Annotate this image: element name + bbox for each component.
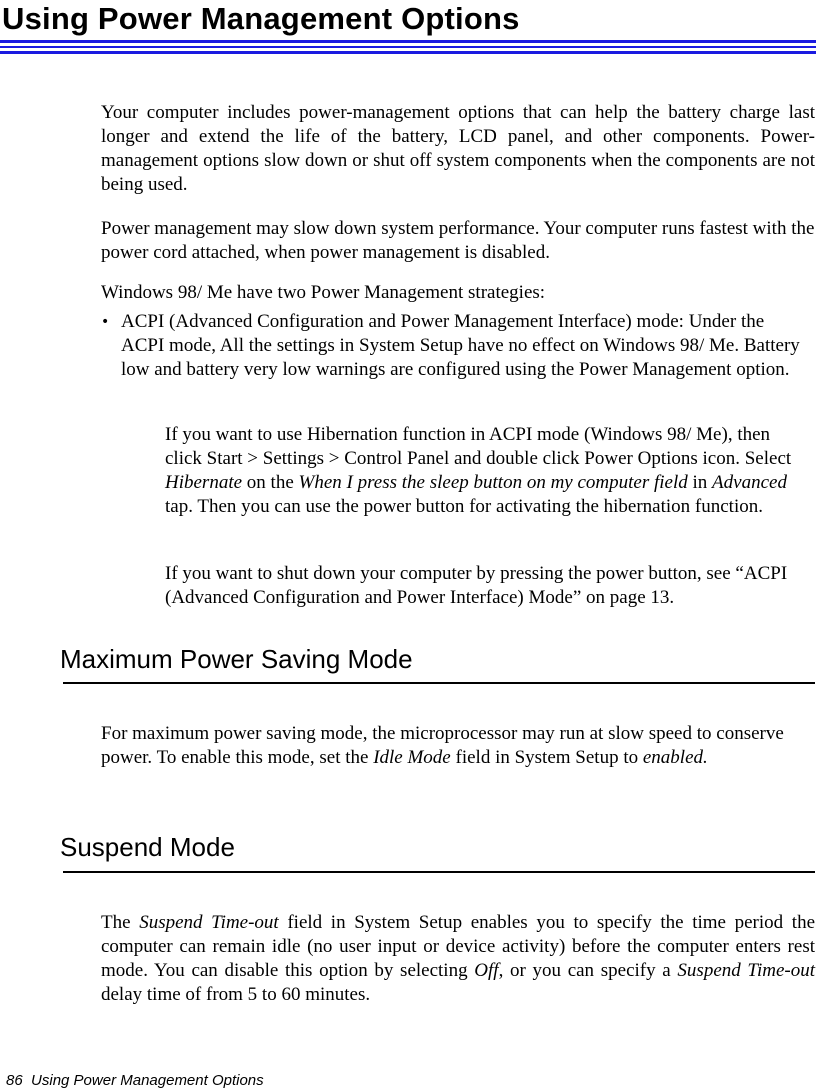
- suspend-timeout-field: Suspend Time-out: [677, 960, 815, 981]
- bullet-text: ACPI (Advanced Configuration and Power Management Interface) mode: Under the ACPI mode, All the settings in System Setup have no effect on Windows 98/ Me. Battery low and battery very low warnings are configured using the Power Management option.: [121, 311, 800, 380]
- hibernation-text: in: [687, 472, 713, 493]
- off-value: Off: [474, 960, 499, 981]
- page-title: Using Power Management Options: [2, 1, 520, 36]
- title-rule-line: [0, 51, 816, 54]
- max-power-text: field in System Setup to: [450, 747, 643, 768]
- hibernate-option: Hibernate: [165, 472, 243, 493]
- shutdown-paragraph: If you want to shut down your computer by pressing the power button, see “ACPI (Advanced Configuration and Power Interface) Mode” on page 13.: [165, 563, 788, 608]
- max-power-paragraph: [101, 722, 791, 770]
- suspend-text: field in System Setup enables you to specify the time period the computer can remain idle (no user input or device activity) before the computer enters rest mode. You can disable this option by selecting: [101, 912, 816, 981]
- sleep-button-field: When I press the sleep button on my computer field: [298, 472, 688, 493]
- bullet-marker: •: [101, 314, 110, 330]
- idle-mode-field: Idle Mode: [373, 747, 451, 768]
- suspend-text: , or you can specify a: [498, 960, 678, 981]
- hibernation-paragraph: [165, 423, 801, 519]
- page-number: 86: [6, 1072, 23, 1089]
- footer-title: Using Power Management Options: [31, 1072, 264, 1089]
- intro-paragraph-1: Your computer includes power-management options that can help the battery charge last longer and extend the life of the battery, LCD panel, and other components. Power-management options slow down or shut off system components when the components are not being used.: [101, 102, 815, 195]
- max-power-text: For maximum power saving mode, the microprocessor may run at slow speed to conserve power. To enable this mode, set the: [101, 723, 784, 768]
- enabled-value: enabled.: [642, 747, 708, 768]
- title-rule-line: [0, 46, 816, 48]
- bullet-item-acpi: [101, 310, 801, 382]
- intro-paragraph-2: Power management may slow down system performance. Your computer runs fastest with the power cord attached, when power management is disabled.: [101, 218, 815, 263]
- suspend-paragraph: [101, 911, 815, 1007]
- section-rule: [63, 682, 815, 684]
- hibernation-text: tap. Then you can use the power button for activating the hibernation function.: [165, 496, 763, 517]
- suspend-text: delay time of from 5 to 60 minutes.: [101, 984, 371, 1005]
- section-heading-max-power: Maximum Power Saving Mode: [60, 644, 413, 674]
- hibernation-text: If you want to use Hibernation function in ACPI mode (Windows 98/ Me), then click Start > Settings > Control Panel and double click Power Options icon. Select: [165, 424, 792, 469]
- suspend-text: The: [101, 912, 140, 933]
- section-rule: [63, 871, 815, 873]
- title-rule: [0, 40, 816, 58]
- section-heading-suspend: Suspend Mode: [60, 832, 235, 862]
- intro-paragraph-3: Windows 98/ Me have two Power Management strategies:: [101, 282, 546, 303]
- hibernation-text: on the: [242, 472, 299, 493]
- title-rule-line: [0, 40, 816, 43]
- page-footer: [6, 1072, 264, 1090]
- suspend-timeout-field: Suspend Time-out: [139, 912, 279, 933]
- advanced-tab-name: Advanced: [712, 472, 787, 493]
